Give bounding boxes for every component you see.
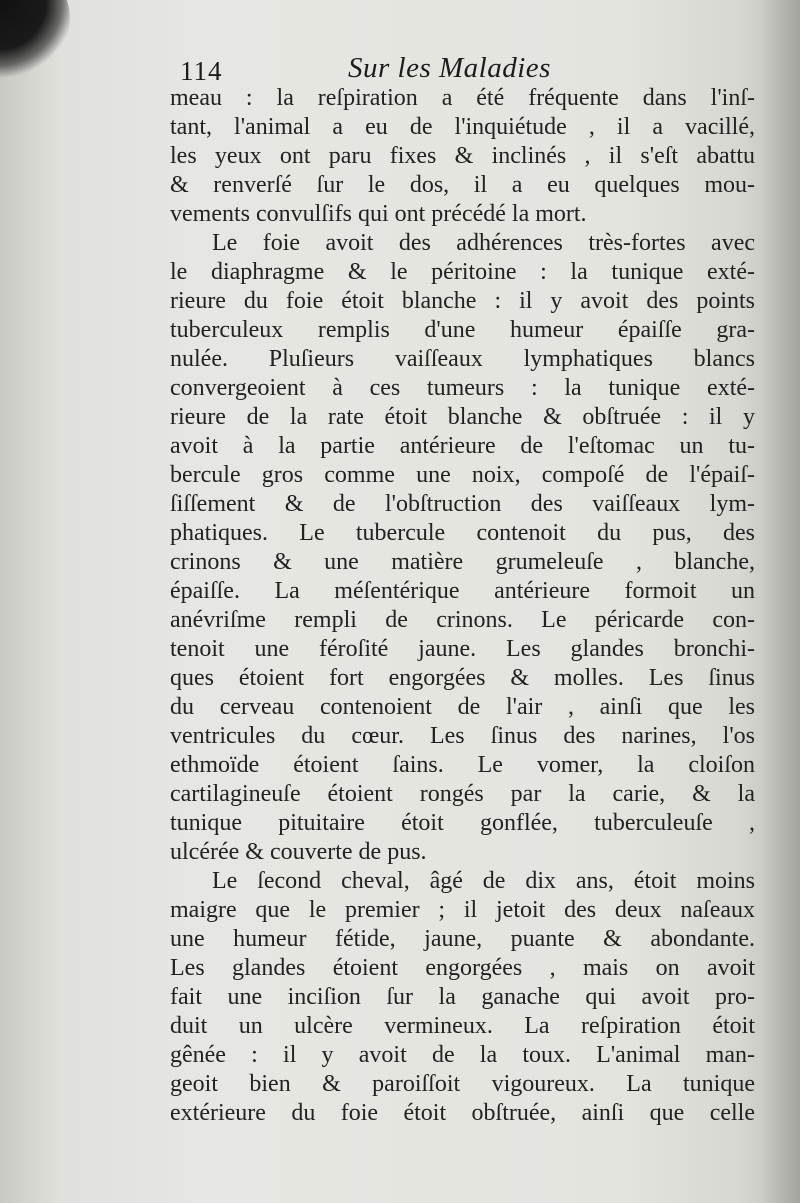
text-line: du cerveau contenoient de l'air , ainſi que les bbox=[170, 694, 755, 720]
text-line: geoit bien & paroiſſoit vigoureux. La tunique bbox=[170, 1071, 755, 1097]
text-line: les yeux ont paru fixes & inclinés , il s'eſt abattu bbox=[170, 143, 755, 169]
running-title: Sur les Maladies bbox=[348, 52, 551, 84]
text-line: le diaphragme & le péritoine : la tunique exté- bbox=[170, 259, 755, 285]
text-line: une humeur fétide, jaune, puante & abondante. bbox=[170, 926, 755, 952]
text-line: duit un ulcère vermineux. La reſpiration étoit bbox=[170, 1013, 755, 1039]
text-line: tenoit une féroſité jaune. Les glandes bronchi- bbox=[170, 636, 755, 662]
body-text bbox=[170, 84, 755, 1128]
text-line: nulée. Pluſieurs vaiſſeaux lymphatiques blancs bbox=[170, 346, 755, 372]
text-line: ulcérée & couverte de pus. bbox=[170, 839, 427, 865]
text-line: Le ſecond cheval, âgé de dix ans, étoit moins bbox=[212, 868, 755, 894]
text-line: tant, l'animal a eu de l'inquiétude , il a vacillé, bbox=[170, 114, 755, 140]
text-line: vements convulſifs qui ont précédé la mort. bbox=[170, 201, 587, 227]
text-line: meau : la reſpiration a été fréquente dans l'inſ- bbox=[170, 85, 755, 111]
text-line: rieure de la rate étoit blanche & obſtruée : il y bbox=[170, 404, 755, 430]
text-line: anévriſme rempli de crinons. Le péricarde con- bbox=[170, 607, 755, 633]
text-line: ethmoïde étoient ſains. Le vomer, la cloiſon bbox=[170, 752, 755, 778]
text-line: cartilagineuſe étoient rongés par la carie, & la bbox=[170, 781, 755, 807]
text-line: Le foie avoit des adhérences très-fortes avec bbox=[212, 230, 755, 256]
text-line: extérieure du foie étoit obſtruée, ainſi que celle bbox=[170, 1100, 755, 1126]
text-line: avoit à la partie antérieure de l'eſtomac un tu- bbox=[170, 433, 755, 459]
text-line: maigre que le premier ; il jetoit des deux naſeaux bbox=[170, 897, 755, 923]
text-line: ventricules du cœur. Les ſinus des narines, l'os bbox=[170, 723, 755, 749]
text-line: gênée : il y avoit de la toux. L'animal man- bbox=[170, 1042, 755, 1068]
text-line: & renverſé ſur le dos, il a eu quelques mou- bbox=[170, 172, 755, 198]
text-line: crinons & une matière grumeleuſe , blanche, bbox=[170, 549, 755, 575]
text-line: tunique pituitaire étoit gonflée, tuberculeuſe , bbox=[170, 810, 755, 836]
text-line: ques étoient fort engorgées & molles. Les ſinus bbox=[170, 665, 755, 691]
text-line: fait une inciſion ſur la ganache qui avoit pro- bbox=[170, 984, 755, 1010]
text-line: Les glandes étoient engorgées , mais on avoit bbox=[170, 955, 755, 981]
text-line: rieure du foie étoit blanche : il y avoit des points bbox=[170, 288, 755, 314]
text-line: épaiſſe. La méſentérique antérieure formoit un bbox=[170, 578, 755, 604]
text-line: phatiques. Le tubercule contenoit du pus, des bbox=[170, 520, 755, 546]
page-number: 114 bbox=[180, 56, 223, 86]
text-line: tuberculeux remplis d'une humeur épaiſſe gra- bbox=[170, 317, 755, 343]
text-line: convergeoient à ces tumeurs : la tunique exté- bbox=[170, 375, 755, 401]
text-line: ſiſſement & de l'obſtruction des vaiſſeaux lym- bbox=[170, 491, 755, 517]
text-line: bercule gros comme une noix, compoſé de l'épaiſ- bbox=[170, 462, 755, 488]
